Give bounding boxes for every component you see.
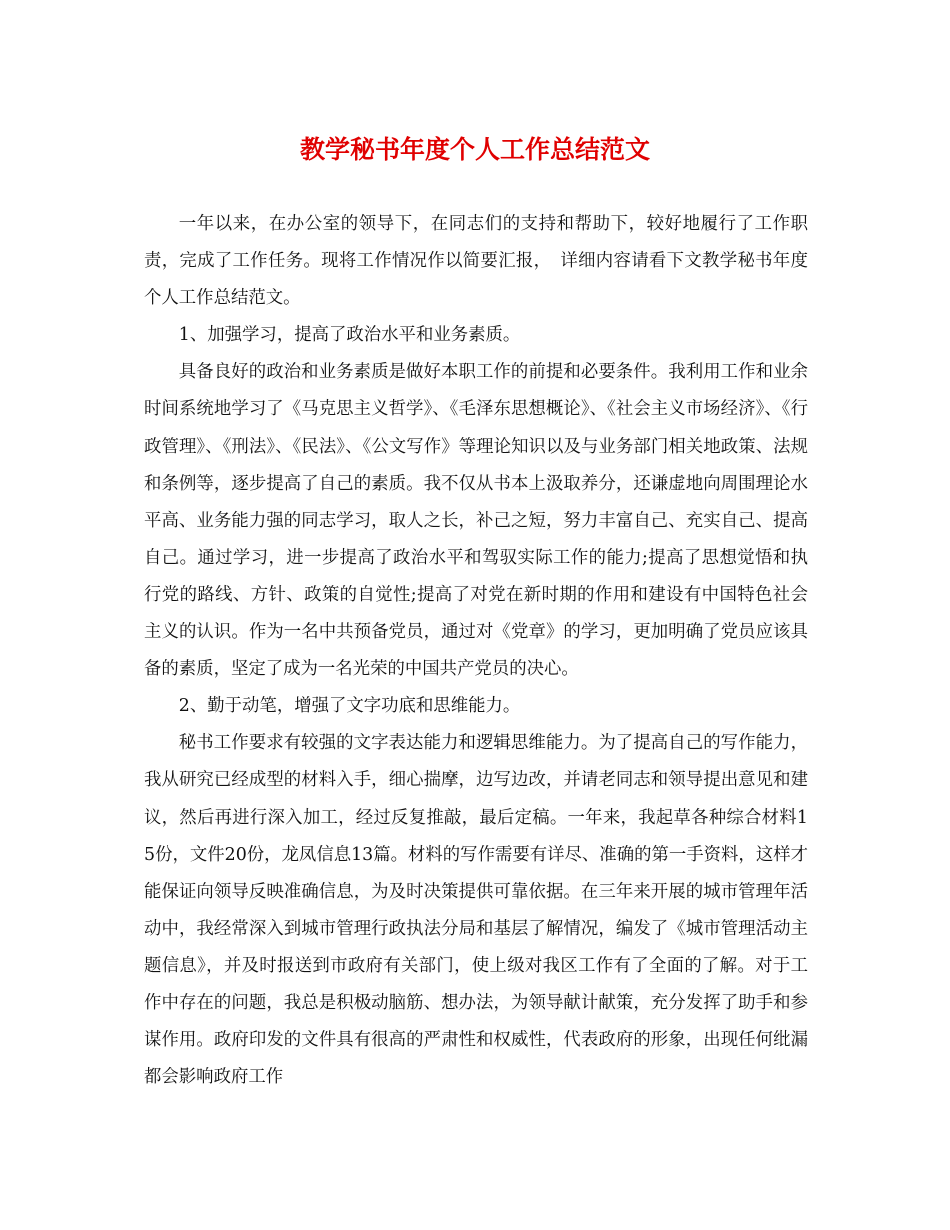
section-heading-1: 1、加强学习，提高了政治水平和业务素质。	[178, 325, 521, 346]
document-body	[144, 206, 808, 1096]
section-heading-2: 2、勤于动笔，增强了文字功底和思维能力。	[178, 696, 521, 717]
paragraph-study: 具备良好的政治和业务素质是做好本职工作的前提和必要条件。我利用工作和业余时间系统地学习了《马克思主义哲学》、《毛泽东思想概论》、《社会主义市场经济》、《行政管理》、《刑法》、《民法》、《公文写作》等理论知识以及与业务部门相关地政策、法规和条例等，逐步提高了自己的素质。我不仅从书本上汲取养分，还谦虚地向周围理论水平高、业务能力强的同志学习，取人之长，补己之短，努力丰富自己、充实自己、提高自己。通过学习，进一步提高了政治水平和驾驭实际工作的能力;提高了思想觉悟和执行党的路线、方针、政策的自觉性;提高了对党在新时期的作用和建设有中国特色社会主义的认识。作为一名中共预备党员，通过对《党章》的学习，更加明确了党员应该具备的素质，坚定了成为一名光荣的中国共产党员的决心。	[144, 362, 808, 680]
document-title: 教学秘书年度个人工作总结范文	[299, 135, 650, 164]
paragraph-intro: 一年以来，在办公室的领导下，在同志们的支持和帮助下，较好地履行了工作职责，完成了工作任务。现将工作情况作以简要汇报， 详细内容请看下文教学秘书年度个人工作总结范文。	[144, 214, 808, 309]
paragraph-writing: 秘书工作要求有较强的文字表达能力和逻辑思维能力。为了提高自己的写作能力，我从研究已经成型的材料入手，细心揣摩，边写边改，并请老同志和领导提出意见和建议，然后再进行深入加工，经过反复推敲，最后定稿。一年来，我起草各种综合材料15份，文件20份，龙凤信息13篇。材料的写作需要有详尽、准确的第一手资料，这样才能保证向领导反映准确信息，为及时决策提供可靠依据。在三年来开展的城市管理年活动中，我经常深入到城市管理行政执法分局和基层了解情况，编发了《城市管理活动主题信息》，并及时报送到市政府有关部门，使上级对我区工作有了全面的了解。对于工作中存在的问题，我总是积极动脑筋、想办法，为领导献计献策，充分发挥了助手和参谋作用。政府印发的文件具有很高的严肃性和权威性，代表政府的形象，出现任何纰漏都会影响政府工作	[144, 733, 808, 1088]
